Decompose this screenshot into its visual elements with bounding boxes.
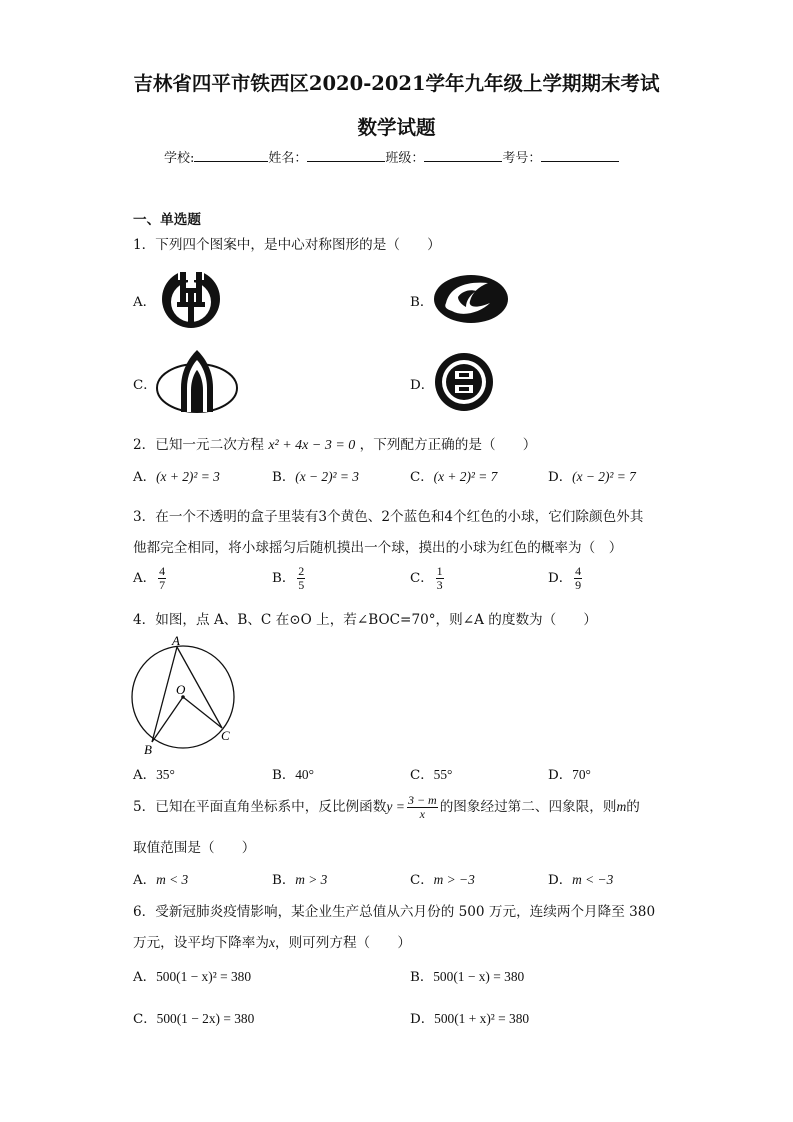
q3-option-b xyxy=(272,565,307,592)
q4-option-b-text: 40° xyxy=(295,767,314,782)
school-label: 学校: xyxy=(164,151,195,166)
q2-option-a-label: A． xyxy=(133,470,157,485)
question-3-stem-line2: 他都完全相同，将小球摇匀后随机摸出一个球，摸出的小球为红色的概率为（ ） xyxy=(133,540,623,556)
q6-option-c xyxy=(133,1008,254,1027)
q5-option-c-text: m > −3 xyxy=(433,872,475,887)
q4-option-d-text: 70° xyxy=(572,767,591,782)
q5-func-num: 3 − m xyxy=(407,793,437,807)
q2-option-a xyxy=(133,466,220,485)
q5-var: m xyxy=(616,799,627,814)
q4-option-c-label: C． xyxy=(410,768,434,783)
q6-option-a-text: 500(1 − x)² = 380 xyxy=(156,969,252,984)
q4-option-b xyxy=(272,764,314,783)
swoosh-logo-icon xyxy=(432,273,510,325)
circle-angle-figure xyxy=(128,632,243,758)
class-blank xyxy=(424,149,502,162)
student-info-line xyxy=(164,147,619,166)
q3-option-a-label: A． xyxy=(133,571,157,586)
q3-option-d-fraction xyxy=(574,565,582,592)
exam-no-blank xyxy=(541,149,619,162)
q4-option-b-label: B． xyxy=(272,768,296,783)
q2-option-d-text: (x − 2)² = 7 xyxy=(572,469,636,484)
q3-d-den: 9 xyxy=(575,578,582,592)
q3-c-num: 1 xyxy=(436,564,443,578)
question-2-stem xyxy=(133,433,536,454)
q3-option-c xyxy=(410,565,446,592)
q4-option-c-text: 55° xyxy=(433,767,453,782)
q4-option-d-label: D． xyxy=(548,768,573,783)
q2-option-a-text: (x + 2)² = 3 xyxy=(156,469,220,484)
exam-title: 吉林省四平市铁西区2020-2021学年九年级上学期期末考试 xyxy=(133,72,660,95)
q2-option-c-text: (x + 2)² = 7 xyxy=(433,469,498,484)
q5-option-d-label: D． xyxy=(548,873,573,888)
q1-option-a-label: A． xyxy=(133,295,157,310)
q6-stem-post: ，则可列方程（ ） xyxy=(274,935,411,951)
question-3-stem-line1: 3．在一个不透明的盒子里装有3个黄色、2个蓝色和4个红色的小球，它们除颜色外其 xyxy=(133,509,644,525)
q2-stem-pre: 2．已知一元二次方程 xyxy=(133,437,264,453)
q3-option-a xyxy=(133,565,168,592)
q3-d-num: 4 xyxy=(575,564,582,578)
q5-stem-post: 的图象经过第二、四象限，则 xyxy=(439,799,617,815)
q5-option-b xyxy=(272,869,327,888)
bank-logo-icon xyxy=(160,268,222,330)
q3-a-den: 7 xyxy=(159,578,166,592)
q5-option-d-text: m < −3 xyxy=(572,872,614,887)
q5-stem-pre: 5．已知在平面直角坐标系中，反比例函数 xyxy=(133,799,387,815)
q2-option-d xyxy=(548,466,636,485)
school-blank xyxy=(194,149,268,162)
q3-option-d-label: D． xyxy=(548,571,573,586)
q4-option-a xyxy=(133,764,175,783)
q5-option-c xyxy=(410,869,475,888)
q1-option-d-label: D． xyxy=(410,378,435,393)
q2-option-b-text: (x − 2)² = 3 xyxy=(295,469,359,484)
q5-option-a xyxy=(133,869,188,888)
question-4-stem: 4．如图，点 A、B、C 在⊙O 上，若∠BOC=70°，则∠A 的度数为（ ） xyxy=(133,612,598,628)
q3-option-c-fraction xyxy=(436,565,444,592)
arch-logo-icon xyxy=(155,348,239,414)
question-5-stem-line1 xyxy=(133,794,640,821)
q3-option-d xyxy=(548,565,584,592)
q4-option-a-label: A． xyxy=(133,768,157,783)
q5-option-b-label: B． xyxy=(272,873,296,888)
q6-var: x xyxy=(268,935,275,950)
q3-b-num: 2 xyxy=(298,564,305,578)
q6-option-b-text: 500(1 − x) = 380 xyxy=(433,969,525,984)
q2-stem-post: ，下列配方正确的是（ ） xyxy=(359,437,537,453)
q5-func-fraction xyxy=(407,794,438,821)
q2-option-b-label: B． xyxy=(272,470,296,485)
q3-b-den: 5 xyxy=(298,578,305,592)
q4-option-d xyxy=(548,764,591,783)
point-c-label: C xyxy=(221,728,230,743)
q3-c-den: 3 xyxy=(436,578,443,592)
q6-option-b xyxy=(410,966,524,985)
class-label: 班级： xyxy=(385,151,425,166)
q5-func-den: x xyxy=(419,807,425,821)
q5-option-b-text: m > 3 xyxy=(295,872,328,887)
q2-option-d-label: D． xyxy=(548,470,573,485)
q3-option-c-label: C． xyxy=(410,571,434,586)
exam-subtitle: 数学试题 xyxy=(357,116,436,139)
q3-a-num: 4 xyxy=(159,564,166,578)
q1-option-c-label: C． xyxy=(133,378,157,393)
q5-option-a-label: A． xyxy=(133,873,157,888)
q6-option-d-label: D． xyxy=(410,1012,435,1027)
q2-option-c xyxy=(410,466,497,485)
q2-equation: x² + 4x − 3 = 0 xyxy=(268,438,356,453)
q3-option-b-label: B． xyxy=(272,571,296,586)
q5-option-c-label: C． xyxy=(410,873,434,888)
name-label: 姓名： xyxy=(268,151,308,166)
q6-option-a-label: A． xyxy=(133,970,157,985)
q6-option-c-label: C． xyxy=(133,1012,157,1027)
q2-option-c-label: C． xyxy=(410,470,434,485)
q1-option-b-label: B． xyxy=(410,295,434,310)
question-1-stem: 1．下列四个图案中，是中心对称图形的是（ ） xyxy=(133,237,441,253)
q6-option-b-label: B． xyxy=(410,970,434,985)
q6-stem-pre: 万元，设平均下降率为 xyxy=(133,935,269,951)
q5-option-d xyxy=(548,869,613,888)
section-heading: 一、单选题 xyxy=(133,212,201,228)
q3-option-a-fraction xyxy=(158,565,166,592)
point-o-label: O xyxy=(176,682,186,697)
question-6-stem-line1: 6．受新冠肺炎疫情影响，某企业生产总值从六月份的 500 万元，连续两个月降至 380 xyxy=(133,904,656,920)
point-b-label: B xyxy=(144,742,152,757)
q6-option-c-text: 500(1 − 2x) = 380 xyxy=(156,1011,255,1026)
q2-option-b xyxy=(272,466,359,485)
point-a-label: A xyxy=(172,633,180,648)
question-5-stem-line2: 取值范围是（ ） xyxy=(133,840,256,856)
coin-logo-icon xyxy=(433,351,495,413)
q4-option-a-text: 35° xyxy=(156,767,175,782)
q5-stem-end: 的 xyxy=(626,799,640,815)
q6-option-d-text: 500(1 + x)² = 380 xyxy=(434,1011,530,1026)
q4-option-c xyxy=(410,764,452,783)
name-blank xyxy=(307,149,385,162)
q3-option-b-fraction xyxy=(297,565,305,592)
q5-func-lhs: y = xyxy=(386,799,405,814)
q6-option-d xyxy=(410,1008,529,1027)
q5-option-a-text: m < 3 xyxy=(156,872,189,887)
q6-option-a xyxy=(133,966,251,985)
exam-no-label: 考号： xyxy=(502,151,542,166)
question-6-stem-line2 xyxy=(133,931,411,951)
